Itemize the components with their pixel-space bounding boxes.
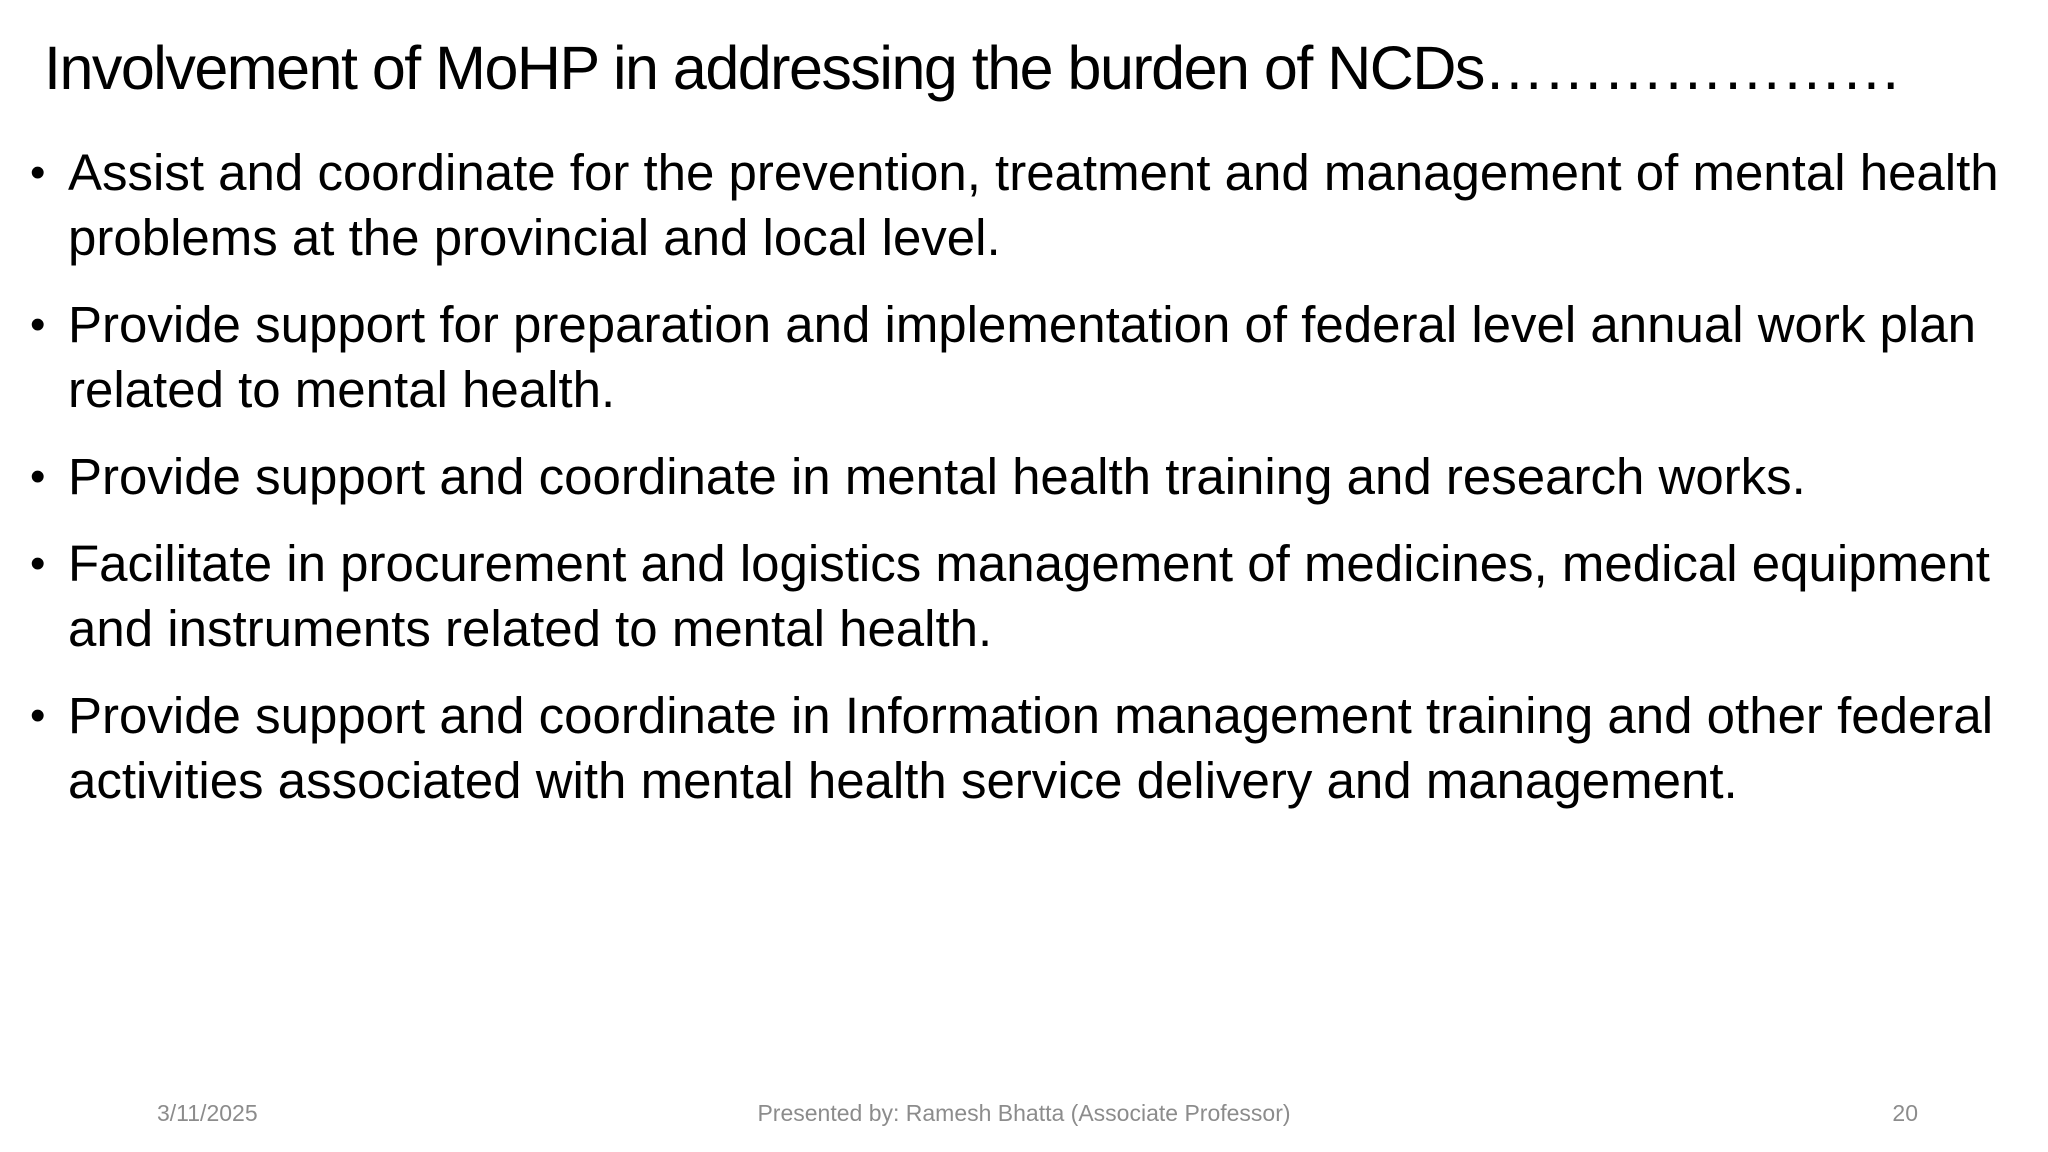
bullet-icon: • (30, 300, 46, 349)
bullet-text: Assist and coordinate for the prevention, treatment and management of mental health problems at the provincial and local level. (68, 144, 1999, 266)
bullet-text: Facilitate in procurement and logistics management of medicines, medical equipment and instruments related to mental health. (68, 535, 1990, 657)
bullet-item (30, 531, 2020, 661)
bullet-text: Provide support and coordinate in Information management training and other federal activities associated with mental health service delivery and management. (68, 687, 1994, 809)
bullet-icon: • (30, 691, 46, 740)
bullet-icon: • (30, 452, 46, 501)
bullet-item (30, 292, 2020, 422)
bullet-icon: • (30, 539, 46, 588)
bullet-text: Provide support for preparation and implementation of federal level annual work plan related to mental health. (68, 296, 1976, 418)
bullet-item (30, 140, 2020, 270)
bullet-item (30, 683, 2020, 813)
bullet-icon: • (30, 148, 46, 197)
footer-presenter: Presented by: Ramesh Bhatta (Associate Professor) (757, 1100, 1291, 1126)
slide-title: Involvement of MoHP in addressing the burden of NCDs………………… (44, 34, 1901, 102)
bullet-list (30, 140, 2020, 835)
footer-page-number: 20 (1892, 1100, 1918, 1126)
bullet-item (30, 444, 2020, 509)
footer-date: 3/11/2025 (157, 1100, 258, 1126)
bullet-text: Provide support and coordinate in mental health training and research works. (68, 448, 1806, 505)
